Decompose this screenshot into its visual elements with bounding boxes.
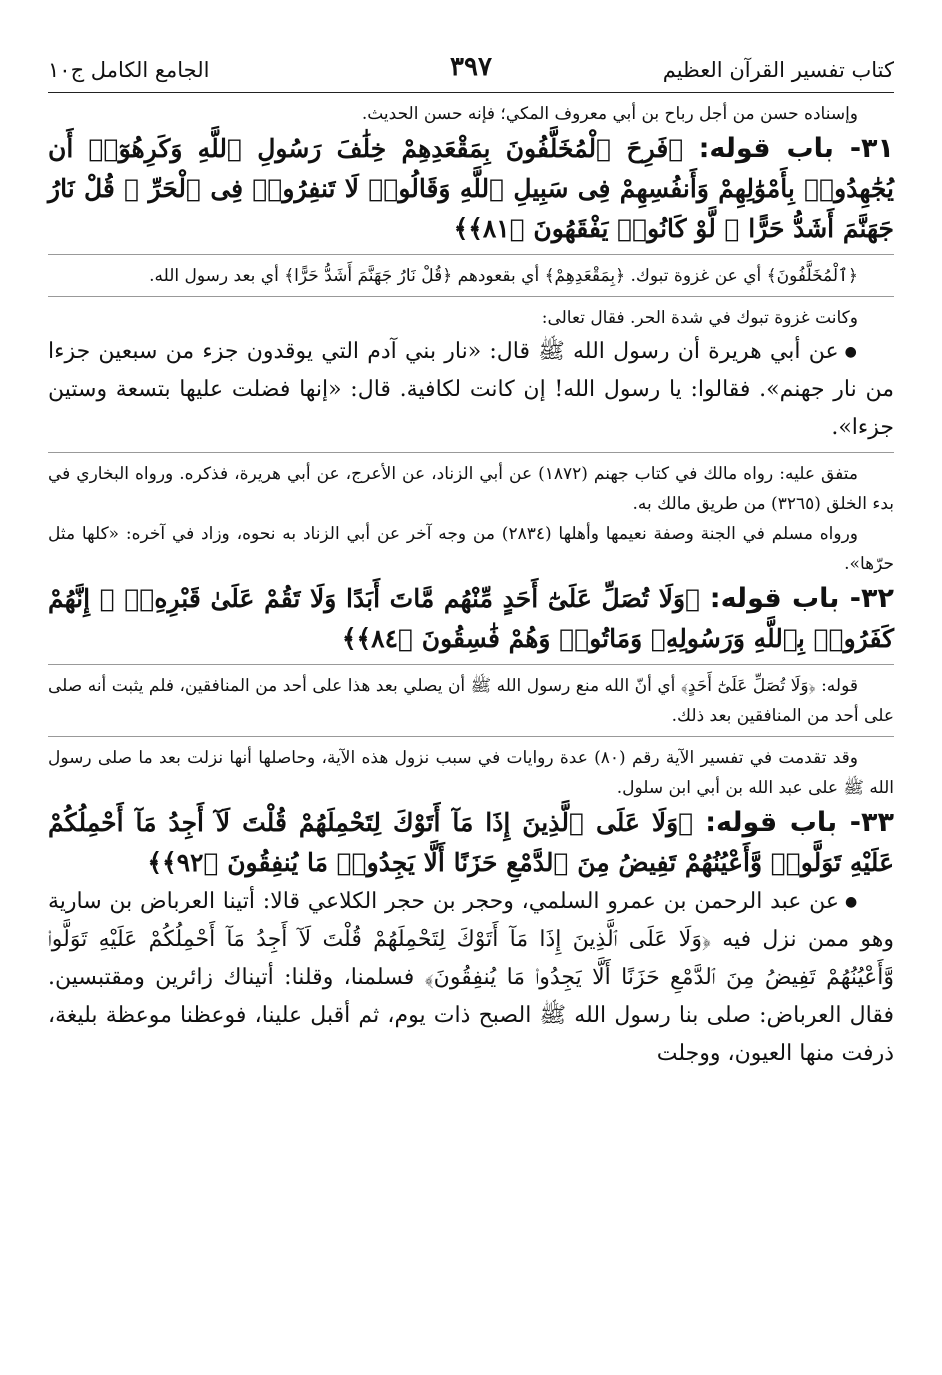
header-volume-title: الجامع الكامل ج١٠ [48,58,210,82]
bab-32-heading: ٣٢- باب قوله: [709,583,894,614]
header-book-title: كتاب تفسير القرآن العظيم [662,58,894,82]
bab-32-ayah: ﴿وَلَا تُصَلِّ عَلَىٰٓ أَحَدٍ مِّنْهُم مَّاتَ أَبَدًا وَلَا تَقُمْ عَلَىٰ قَبْرِهِۦٓ ۖ إِنَّهُمْ كَفَرُوا۟ بِٱللَّهِ وَرَسُولِهِۦ وَمَاتُوا۟ وَهُمْ فَٰسِقُونَ ﴿٨٤﴾﴾ [48,584,894,653]
bab-33-section [48,803,894,883]
section-divider [48,254,894,255]
hadith-2-text: عن عبد الرحمن بن عمرو السلمي، وحجر بن حجر الكلاعي قالا: أتينا العرباض بن سارية وهو ممن نزل فيه ﴿وَلَا عَلَى ٱلَّذِينَ إِذَا مَآ أَتَوْكَ لِتَحْمِلَهُمْ قُلْتَ لَآ أَجِدُ مَآ أَحْمِلُكُمْ عَلَيْهِ تَوَلَّوا۟ وَّأَعْيُنُهُمْ تَفِيضُ مِنَ ٱلدَّمْعِ حَزَنًا أَلَّا يَجِدُوا۟ مَا يُنفِقُونَ﴾ فسلمنا، وقلنا: أتيناك زائرين ومقتبسين. فقال العرباض: صلى بنا رسول الله ﷺ الصبح ذات يوم، ثم أقبل علينا، فوعظنا موعظة بليغة، ذرفت منها العيون، ووجلت [48,889,894,1066]
bab-32-section [48,579,894,659]
page-header [48,52,894,93]
hadith-2 [48,883,894,1073]
isnad-note: وإسناده حسن من أجل رباح بن أبي معروف المكي؛ فإنه حسن الحديث. [361,104,858,124]
bab-31-heading: ٣١- باب قوله: [698,133,894,164]
takhrij-1a: متفق عليه: رواه مالك في كتاب جهنم (١٨٧٢) عن أبي الزناد، عن الأعرج، عن أبي هريرة، فذكره. ورواه البخاري في بدء الخلق (٣٢٦٥) من طريق مالك به. [48,464,894,514]
bab-31-section [48,129,894,249]
bab-33-ayah: ﴿وَلَا عَلَى ٱلَّذِينَ إِذَا مَآ أَتَوْكَ لِتَحْمِلَهُمْ قُلْتَ لَآ أَجِدُ مَآ أَحْمِلُكُمْ عَلَيْهِ تَوَلَّوا۟ وَّأَعْيُنُهُمْ تَفِيضُ مِنَ ٱلدَّمْعِ حَزَنًا أَلَّا يَجِدُوا۟ مَا يُنفِقُونَ ﴿٩٢﴾﴾ [48,808,894,877]
bullet-dot-icon: ● [844,344,859,360]
section-divider [48,664,894,665]
hadith-1-text: عن أبي هريرة أن رسول الله ﷺ قال: «نار بني آدم التي يوقدون جزء من سبعين جزءا من نار جهنم». فقالوا: يا رسول الله! إن كانت لكافية. قال: «إنها فضلت عليها بتسعة وستين جزءا». [48,339,894,440]
bab-31-ayah: ﴿فَرِحَ ٱلْمُخَلَّفُونَ بِمَقْعَدِهِمْ خِلَٰفَ رَسُولِ ٱللَّهِ وَكَرِهُوٓا۟ أَن يُجَٰهِدُوا۟ بِأَمْوَٰلِهِمْ وَأَنفُسِهِمْ فِى سَبِيلِ ٱللَّهِ وَقَالُوا۟ لَا تَنفِرُوا۟ فِى ٱلْحَرِّ ۗ قُلْ نَارُ جَهَنَّمَ أَشَدُّ حَرًّا ۚ لَّوْ كَانُوا۟ يَفْقَهُونَ ﴿٨١﴾﴾ [48,134,894,243]
book-page [48,52,894,1073]
section-divider [48,452,894,453]
takhrij-1b: ورواه مسلم في الجنة وصفة نعيمها وأهلها (٢٨٣٤) من وجه آخر عن أبي الزناد به نحوه، وزاد في آخره: «كلها مثل حرّها». [48,524,894,574]
bab-32-tafsir: قوله: ﴿وَلَا تُصَلِّ عَلَىٰٓ أَحَدٍ﴾ أي أنّ الله منع رسول الله ﷺ أن يصلي بعد هذا على أحد من المنافقين، فلم يثبت أنه صلى على أحد من المنافقين بعد ذلك. [48,676,894,726]
bab-32-note: وقد تقدمت في تفسير الآية رقم (٨٠) عدة روايات في سبب نزول هذه الآية، وحاصلها أنها نزلت بعد ما صلى رسول الله ﷺ على عبد الله بن أبي ابن سلول. [48,748,894,798]
bab-33-heading: ٣٣- باب قوله: [705,807,894,838]
tabuk-note: وكانت غزوة تبوك في شدة الحر. فقال تعالى: [541,308,858,328]
section-divider [48,296,894,297]
bullet-dot-icon: ● [845,894,858,910]
hadith-1 [48,333,894,447]
bab-31-tafsir: ﴿ٱلْمُخَلَّفُونَ﴾ أي عن غزوة تبوك. ﴿بِمَقْعَدِهِمْ﴾ أي بقعودهم ﴿قُلْ نَارُ جَهَنَّمَ أَشَدُّ حَرًّا﴾ أي بعد رسول الله. [149,266,858,286]
page-number: ٣٩٧ [450,52,492,82]
section-divider [48,736,894,737]
